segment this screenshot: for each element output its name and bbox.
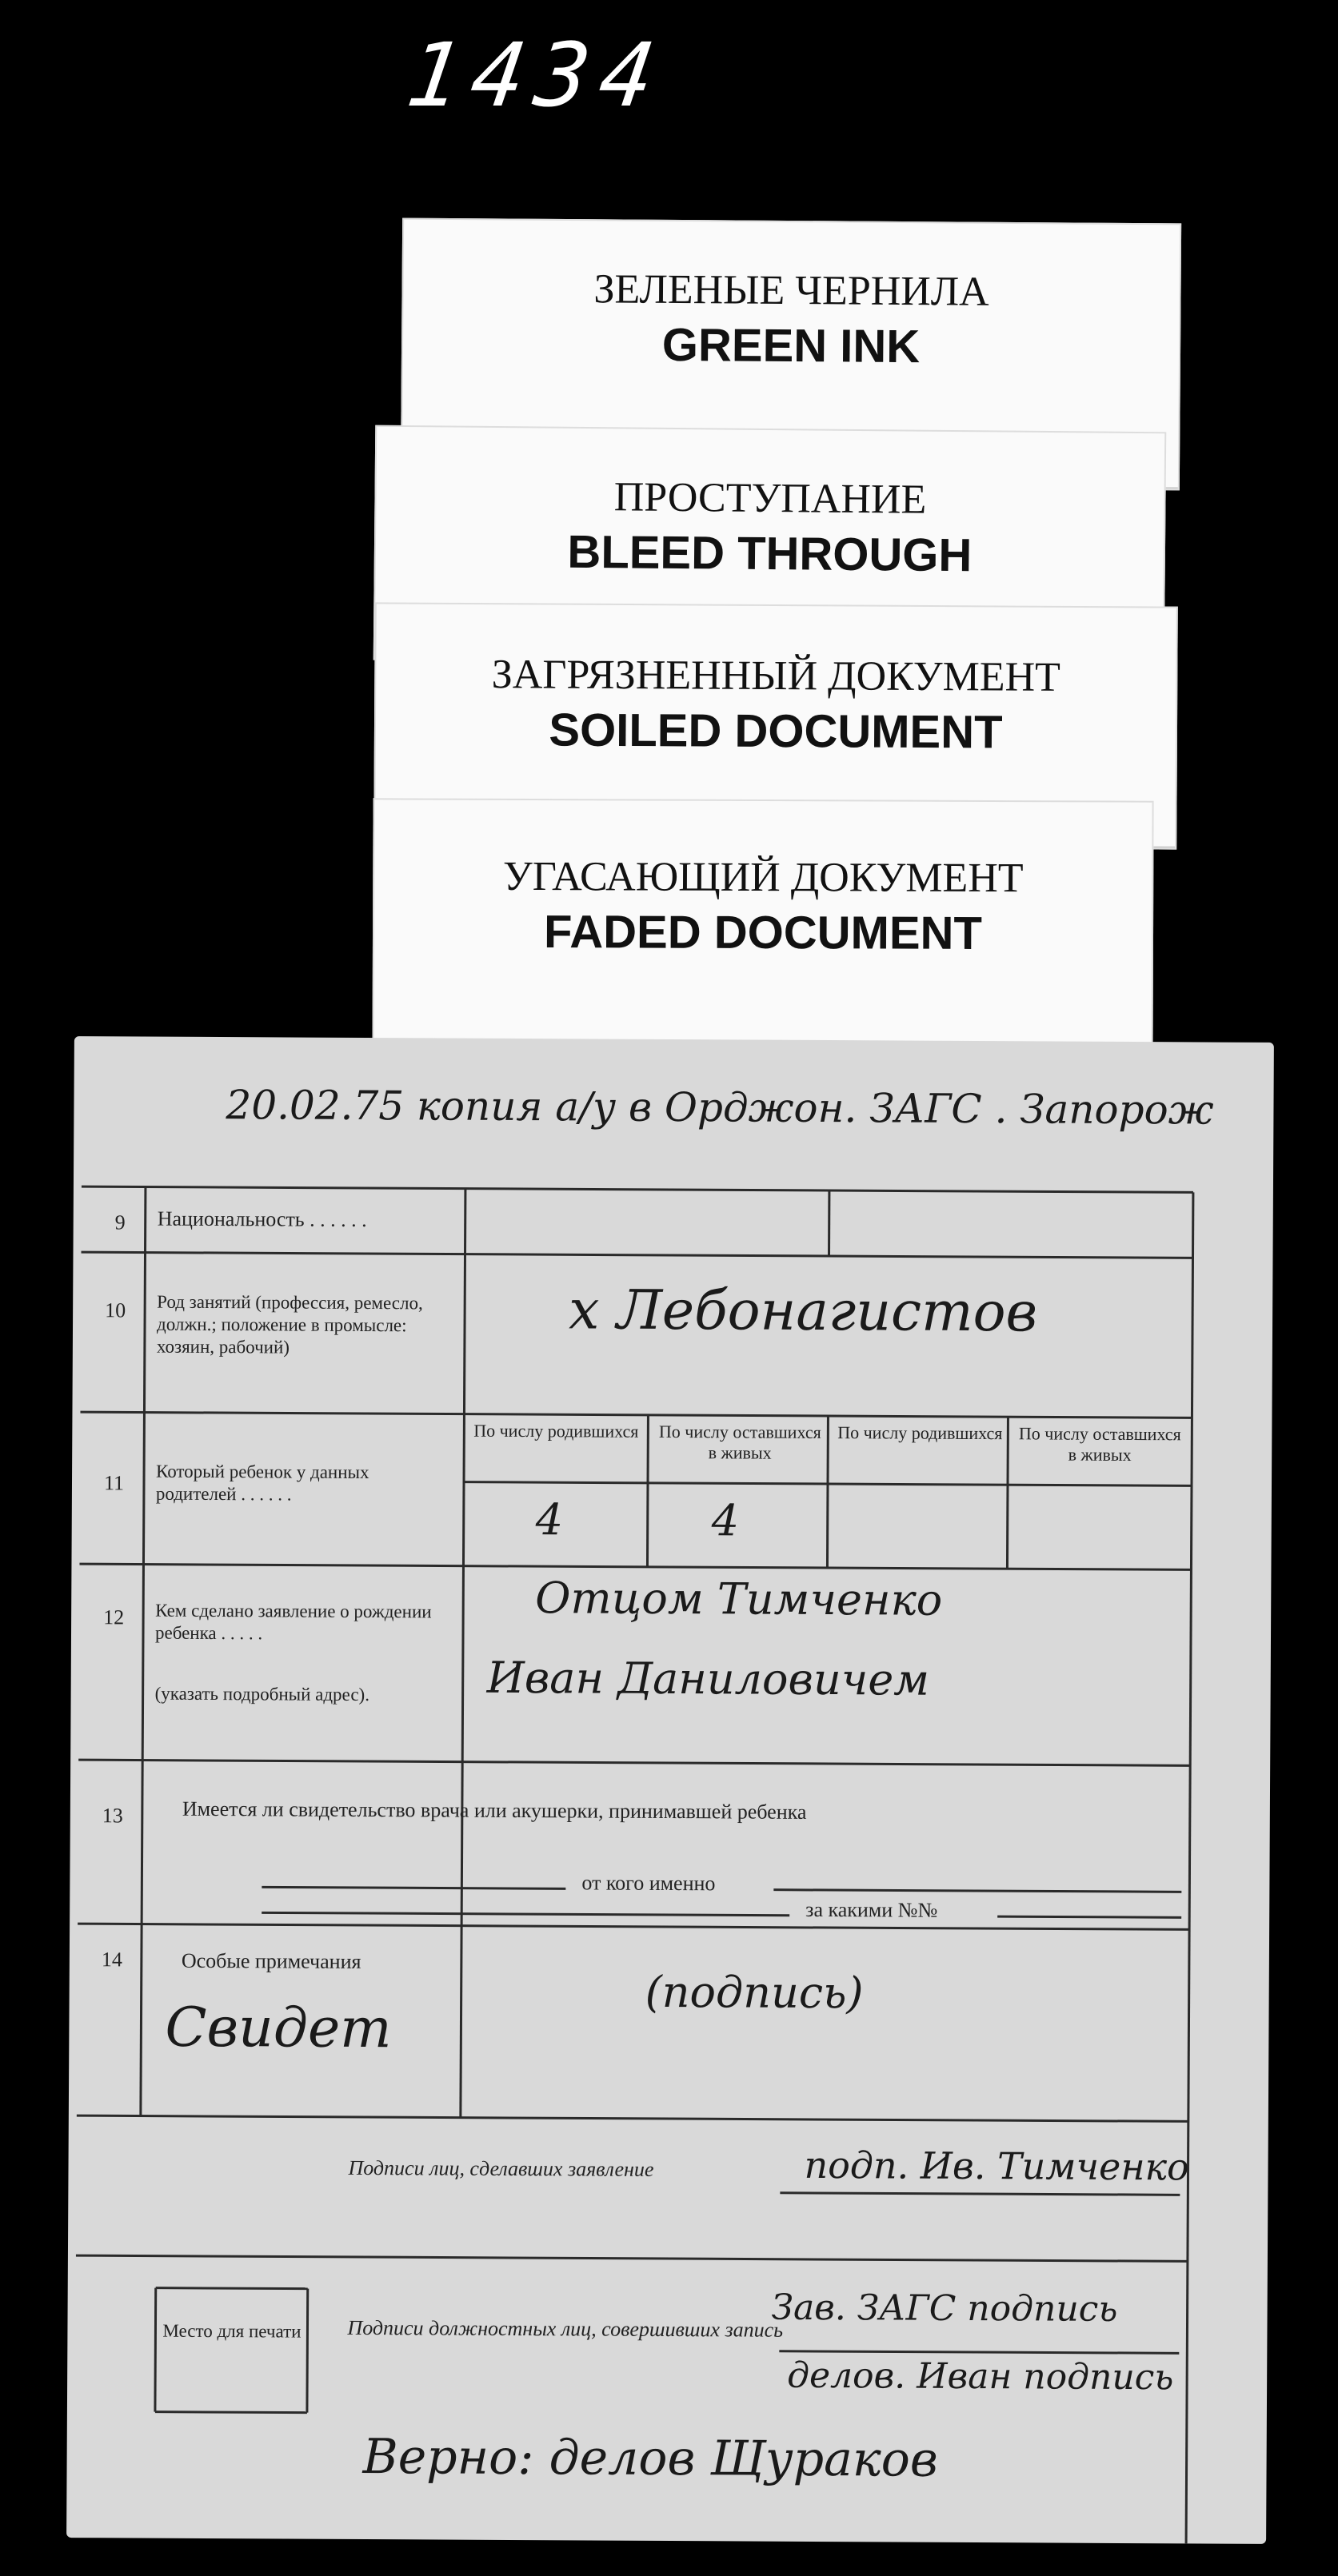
from-whom-label: от кого именно [581, 1871, 716, 1896]
declarant-label: Кем сделано заявление о рождении ребенка . . . . . [154, 1600, 432, 1644]
signature-placeholder: (подпись) [645, 1966, 864, 2019]
stamp-place-box: Место для печати [162, 2320, 302, 2342]
row-number: 9 [114, 1210, 126, 1234]
applicant-signature: подп. Ив. Тимченко [804, 2143, 1189, 2189]
applicant-signature-label: Подписи лиц, сделавших заявление [348, 2155, 654, 2181]
occupation-value: х Лебонагистов [568, 1278, 1038, 1345]
label-ru: УГАСАЮЩИЙ ДОКУМЕНТ [502, 853, 1024, 902]
label-en: FADED DOCUMENT [544, 906, 983, 959]
label-en: GREEN INK [661, 318, 921, 373]
occupation-label: Род занятий (профессия, ремесло, должн.; положение в промысле: хозяин, рабочий) [156, 1291, 423, 1358]
row-number: 11 [103, 1471, 125, 1495]
label-ru: ЗАГРЯЗНЕННЫЙ ДОКУМЕНТ [491, 652, 1061, 700]
col-alive-header: По числу оставшихся в живых [658, 1421, 821, 1463]
birth-record-form [66, 1036, 1274, 2544]
col-alive-header-2: По числу оставшихся в живых [1018, 1423, 1181, 1465]
row-number: 12 [103, 1605, 125, 1629]
label-ru: ПРОСТУПАНИЕ [613, 474, 927, 523]
row-number: 10 [105, 1298, 126, 1322]
notes-handwriting: Свидет [165, 1996, 392, 2061]
nationality-label: Национальность . . . . . . [157, 1206, 367, 1232]
address-note: (указать подробный адрес). [154, 1683, 370, 1705]
frame-number: 1434 [401, 24, 672, 126]
numbers-label: за какими №№ [805, 1897, 938, 1922]
officials-signature-label: Подписи должностных лиц, совершивших запись [347, 2315, 784, 2342]
declarant-value-1: Отцом Тимченко [535, 1573, 943, 1625]
declarant-value-2: Иван Даниловичем [486, 1652, 930, 1705]
label-en: SOILED DOCUMENT [549, 704, 1003, 759]
row-number: 13 [102, 1804, 123, 1828]
certified-note: Верно: делов Щураков [362, 2428, 938, 2488]
label-en: BLEED THROUGH [567, 525, 973, 582]
col-born-header: По числу родившихся [473, 1420, 639, 1442]
top-handwritten-note: 20.02.75 копия а/у в Орджон. ЗАГС . Запорож [226, 1082, 1214, 1134]
born-count: 4 [535, 1494, 564, 1545]
label-ru: ЗЕЛЕНЫЕ ЧЕРНИЛА [593, 266, 989, 315]
col-born-header-2: По числу родившихся [837, 1422, 1003, 1444]
which-child-label: Который ребенок у данных родителей . . . . . . [155, 1461, 369, 1505]
officials-signature-2: делов. Иван подпись [787, 2355, 1174, 2399]
row-number: 14 [101, 1948, 122, 1972]
certificate-question: Имеется ли свидетельство врача или акушерки, принимавшей ребенка [182, 1796, 807, 1824]
alive-count: 4 [711, 1495, 740, 1546]
faded-document-label [372, 798, 1153, 1075]
special-notes-label: Особые примечания [181, 1948, 361, 1973]
officials-signature-1: Зав. ЗАГС подпись [771, 2287, 1118, 2330]
